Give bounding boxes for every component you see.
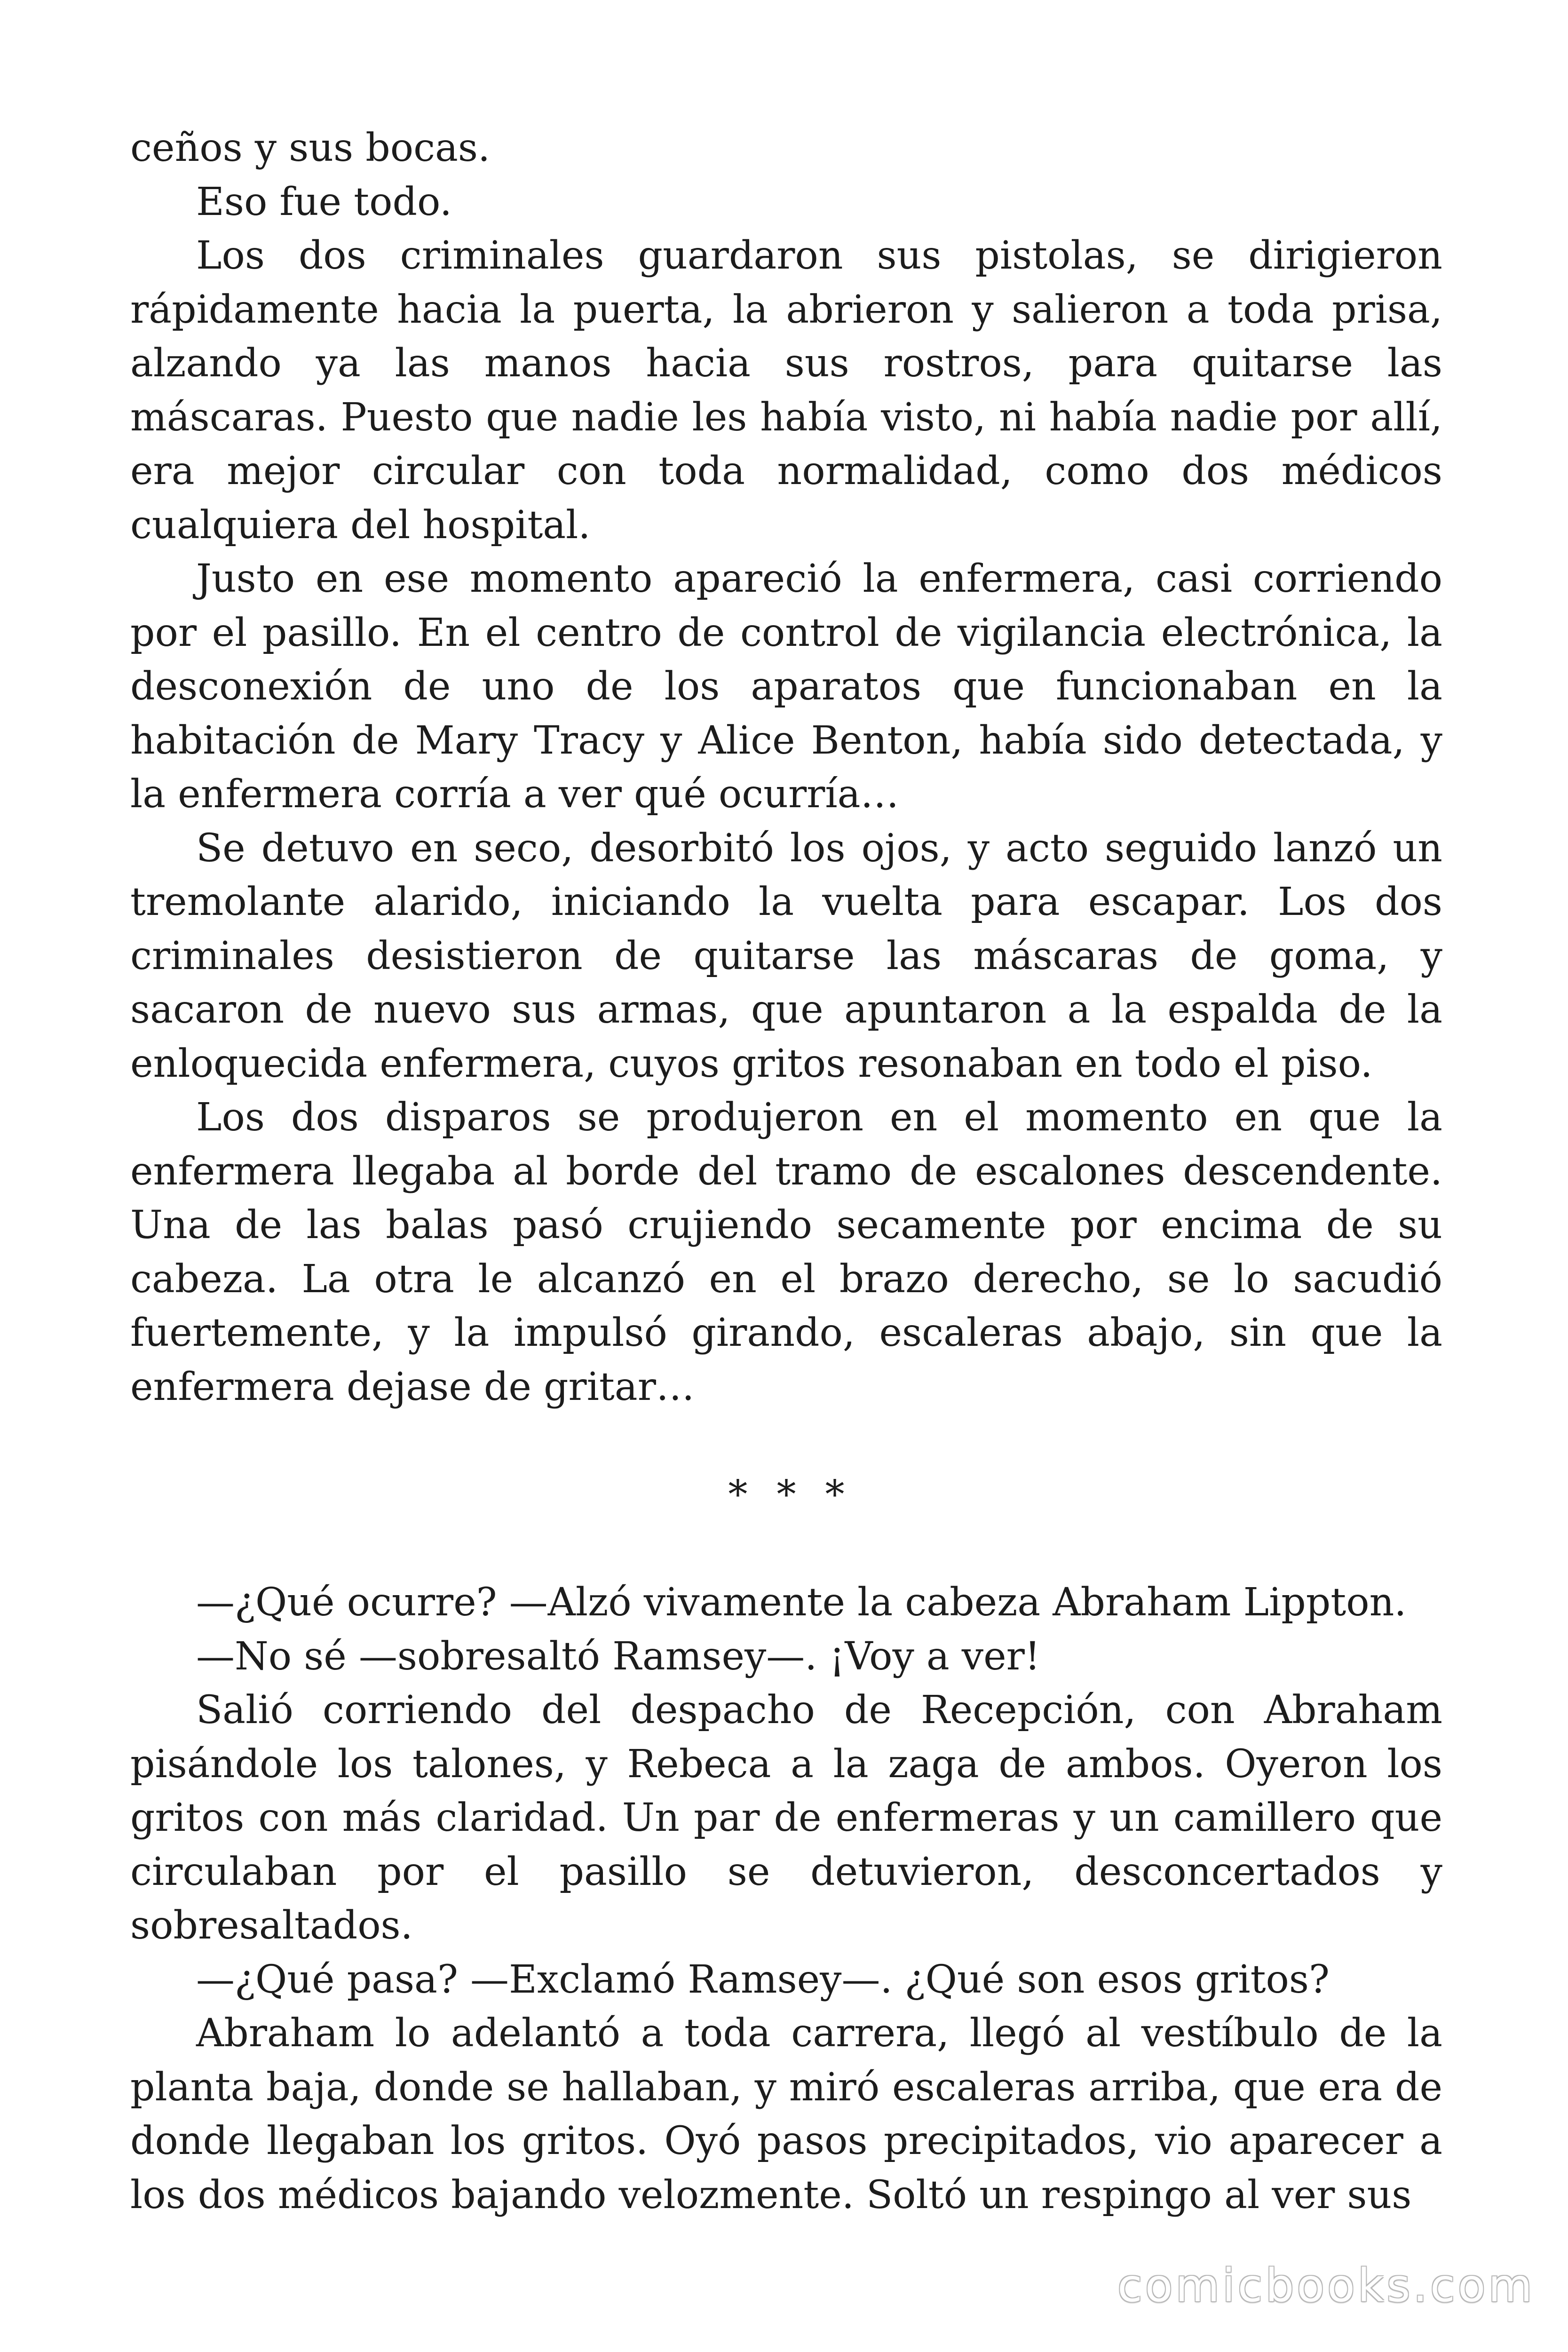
watermark-text: comicbooks.com bbox=[1117, 2259, 1535, 2312]
paragraph: Abraham lo adelantó a toda carrera, llegó al vestíbulo de la planta baja, donde se hallaban, y miró escaleras arriba, que era de donde llegaban los gritos. Oyó pasos precipitados, vio aparecer a los dos médicos bajando velozmente. Soltó un respingo al ver sus bbox=[130, 2011, 1442, 2217]
paragraph: Eso fue todo. bbox=[196, 179, 452, 224]
paragraph: Justo en ese momento apareció la enfermera, casi corriendo por el pasillo. En el centro de control de vigilancia electrónica, la desconexión de uno de los aparatos que funcionaban en la habitación de Mary Tracy y Alice Benton, había sido detectada, y la enfermera corría a ver qué ocurría… bbox=[130, 556, 1442, 817]
paragraph-continuation: ceños y sus bocas. bbox=[130, 126, 491, 170]
paragraph: —¿Qué pasa? —Exclamó Ramsey—. ¿Qué son esos gritos? bbox=[196, 1957, 1330, 2002]
scene-break: * * * bbox=[728, 1472, 853, 1517]
paragraph: Los dos disparos se produjeron en el momento en que la enfermera llegaba al borde del tramo de escalones descendente. Una de las balas pasó crujiendo secamente por encima de su cabeza. La otra le alcanzó en el brazo derecho, se lo sacudió fuertemente, y la impulsó girando, escaleras abajo, sin que la enfermera dejase de gritar… bbox=[130, 1095, 1442, 1409]
paragraph: Salió corriendo del despacho de Recepción, con Abraham pisándole los talones, y Rebeca a la zaga de ambos. Oyeron los gritos con más claridad. Un par de enfermeras y un camillero que circulaban por el pasillo se detuvieron, desconcertados y sobresaltados. bbox=[130, 1688, 1442, 1948]
paragraph: Se detuvo en seco, desorbitó los ojos, y acto seguido lanzó un tremolante alarido, iniciando la vuelta para escapar. Los dos criminales desistieron de quitarse las máscaras de goma, y sacaron de nuevo sus armas, que apuntaron a la espalda de la enloquecida enfermera, cuyos gritos resonaban en todo el piso. bbox=[130, 826, 1442, 1086]
paragraph: —No sé —sobresaltó Ramsey—. ¡Voy a ver! bbox=[196, 1634, 1040, 1679]
paragraph: Los dos criminales guardaron sus pistolas, se dirigieron rápidamente hacia la puerta, la abrieron y salieron a toda prisa, alzando ya las manos hacia sus rostros, para quitarse las máscaras. Puesto que nadie les había visto, ni había nadie por allí, era mejor circular con toda normalidad, como dos médicos cualquiera del hospital. bbox=[130, 233, 1442, 548]
paragraph: —¿Qué ocurre? —Alzó vivamente la cabeza Abraham Lippton. bbox=[196, 1580, 1407, 1625]
text-column bbox=[130, 121, 1442, 2222]
